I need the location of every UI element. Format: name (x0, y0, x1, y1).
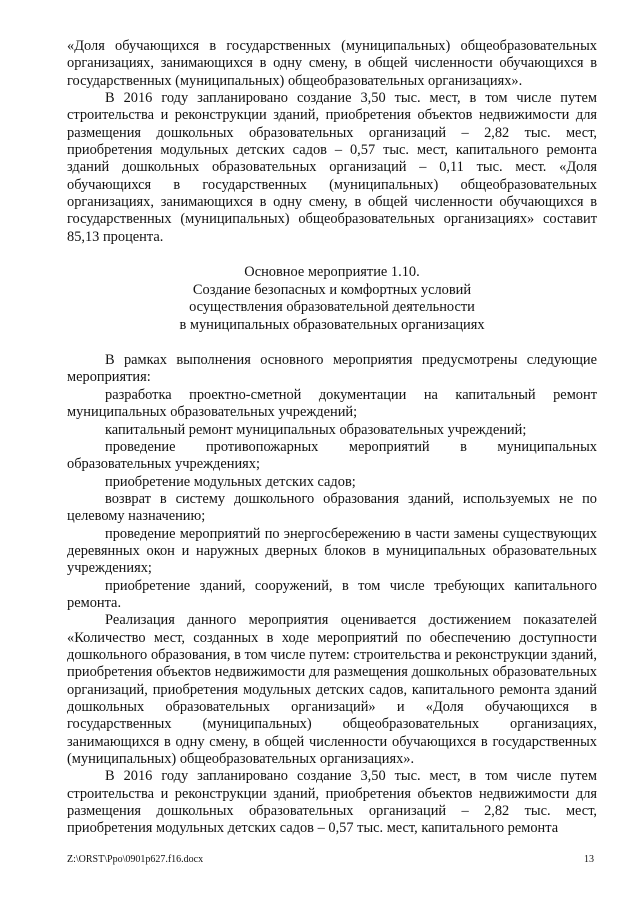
paragraph: В рамках выполнения основного мероприятия предусмотрены следующие мероприятия: (67, 352, 597, 386)
page-number: 13 (584, 854, 594, 865)
section-heading (67, 264, 597, 334)
heading-line-2: Создание безопасных и комфортных условий (192, 281, 472, 298)
paragraph: проведение противопожарных мероприятий в муниципальных образовательных учреждениях; (67, 438, 597, 473)
paragraph: «Доля обучающихся в государственных (муниципальных) общеобразовательных организациях, занимающихся в одну смену, в общей численности обучающихся в государственных (муниципальных) общеобразовательных организациях». (67, 38, 597, 89)
document-body (67, 38, 597, 838)
paragraph: Реализация данного мероприятия оценивается достижением показателей «Количество мест, созданных в ходе мероприятий по обеспечению доступности дошкольного образования, в том числе путем: строительства и реконструкции зданий, приобретения объектов недвижимости для размещения дошкольных образовательных организаций, приобретения модульных детских садов, капитального ремонта зданий дошкольных образовательных организаций» и «Доля обучающихся в государственных (муниципальных) общеобразовательных организациях, занимающихся в одну смену, в общей численности обучающихся в государственных (муниципальных) общеобразовательных организациях». (67, 612, 597, 768)
paragraph: приобретение зданий, сооружений, в том числе требующих капитального ремонта. (67, 577, 597, 611)
heading-line-1: Основное мероприятие 1.10. (244, 264, 420, 281)
paragraph: проведение мероприятий по энергосбережению в части замены существующих деревянных окон и наружных дверных блоков в муниципальных образовательных учреждениях; (67, 525, 597, 577)
paragraph: приобретение модульных детских садов; (105, 473, 356, 490)
paragraphs-bottom (67, 352, 597, 838)
footer-file-path: Z:\ORST\Ppo\0901p627.f16.docx (67, 854, 204, 865)
heading-line-4: в муниципальных образовательных организациях (179, 316, 485, 333)
heading-line-3: осуществления образовательной деятельности (189, 299, 475, 316)
paragraph: капитальный ремонт муниципальных образовательных учреждений; (105, 421, 527, 438)
paragraph: В 2016 году запланировано создание 3,50 тыс. мест, в том числе путем строительства и реконструкции зданий, приобретения объектов недвижимости для размещения дошкольных образовательных организаций – 2,82 тыс. мест, приобретения модульных детских садов – 0,57 тыс. мест, капитального ремонта (67, 768, 597, 837)
paragraph: разработка проектно-сметной документации на капитальный ремонт муниципальных образовательных учреждений; (67, 386, 597, 421)
paragraph: возврат в систему дошкольного образования зданий, используемых не по целевому назначению; (67, 490, 597, 525)
paragraphs-top (67, 38, 597, 246)
paragraph: В 2016 году запланировано создание 3,50 тыс. мест, в том числе путем строительства и реконструкции зданий, приобретения объектов недвижимости для размещения дошкольных образовательных организаций – 2,82 тыс. мест, приобретения модульных детских садов – 0,57 тыс. мест, капитального ремонта зданий дошкольных образовательных организаций – 0,11 тыс. мест. «Доля обучающихся в государственных (муниципальных) общеобразовательных организациях, занимающихся в одну смену, в общей численности обучающихся в государственных (муниципальных) общеобразовательных организациях» составит 85,13 процента. (67, 90, 597, 245)
